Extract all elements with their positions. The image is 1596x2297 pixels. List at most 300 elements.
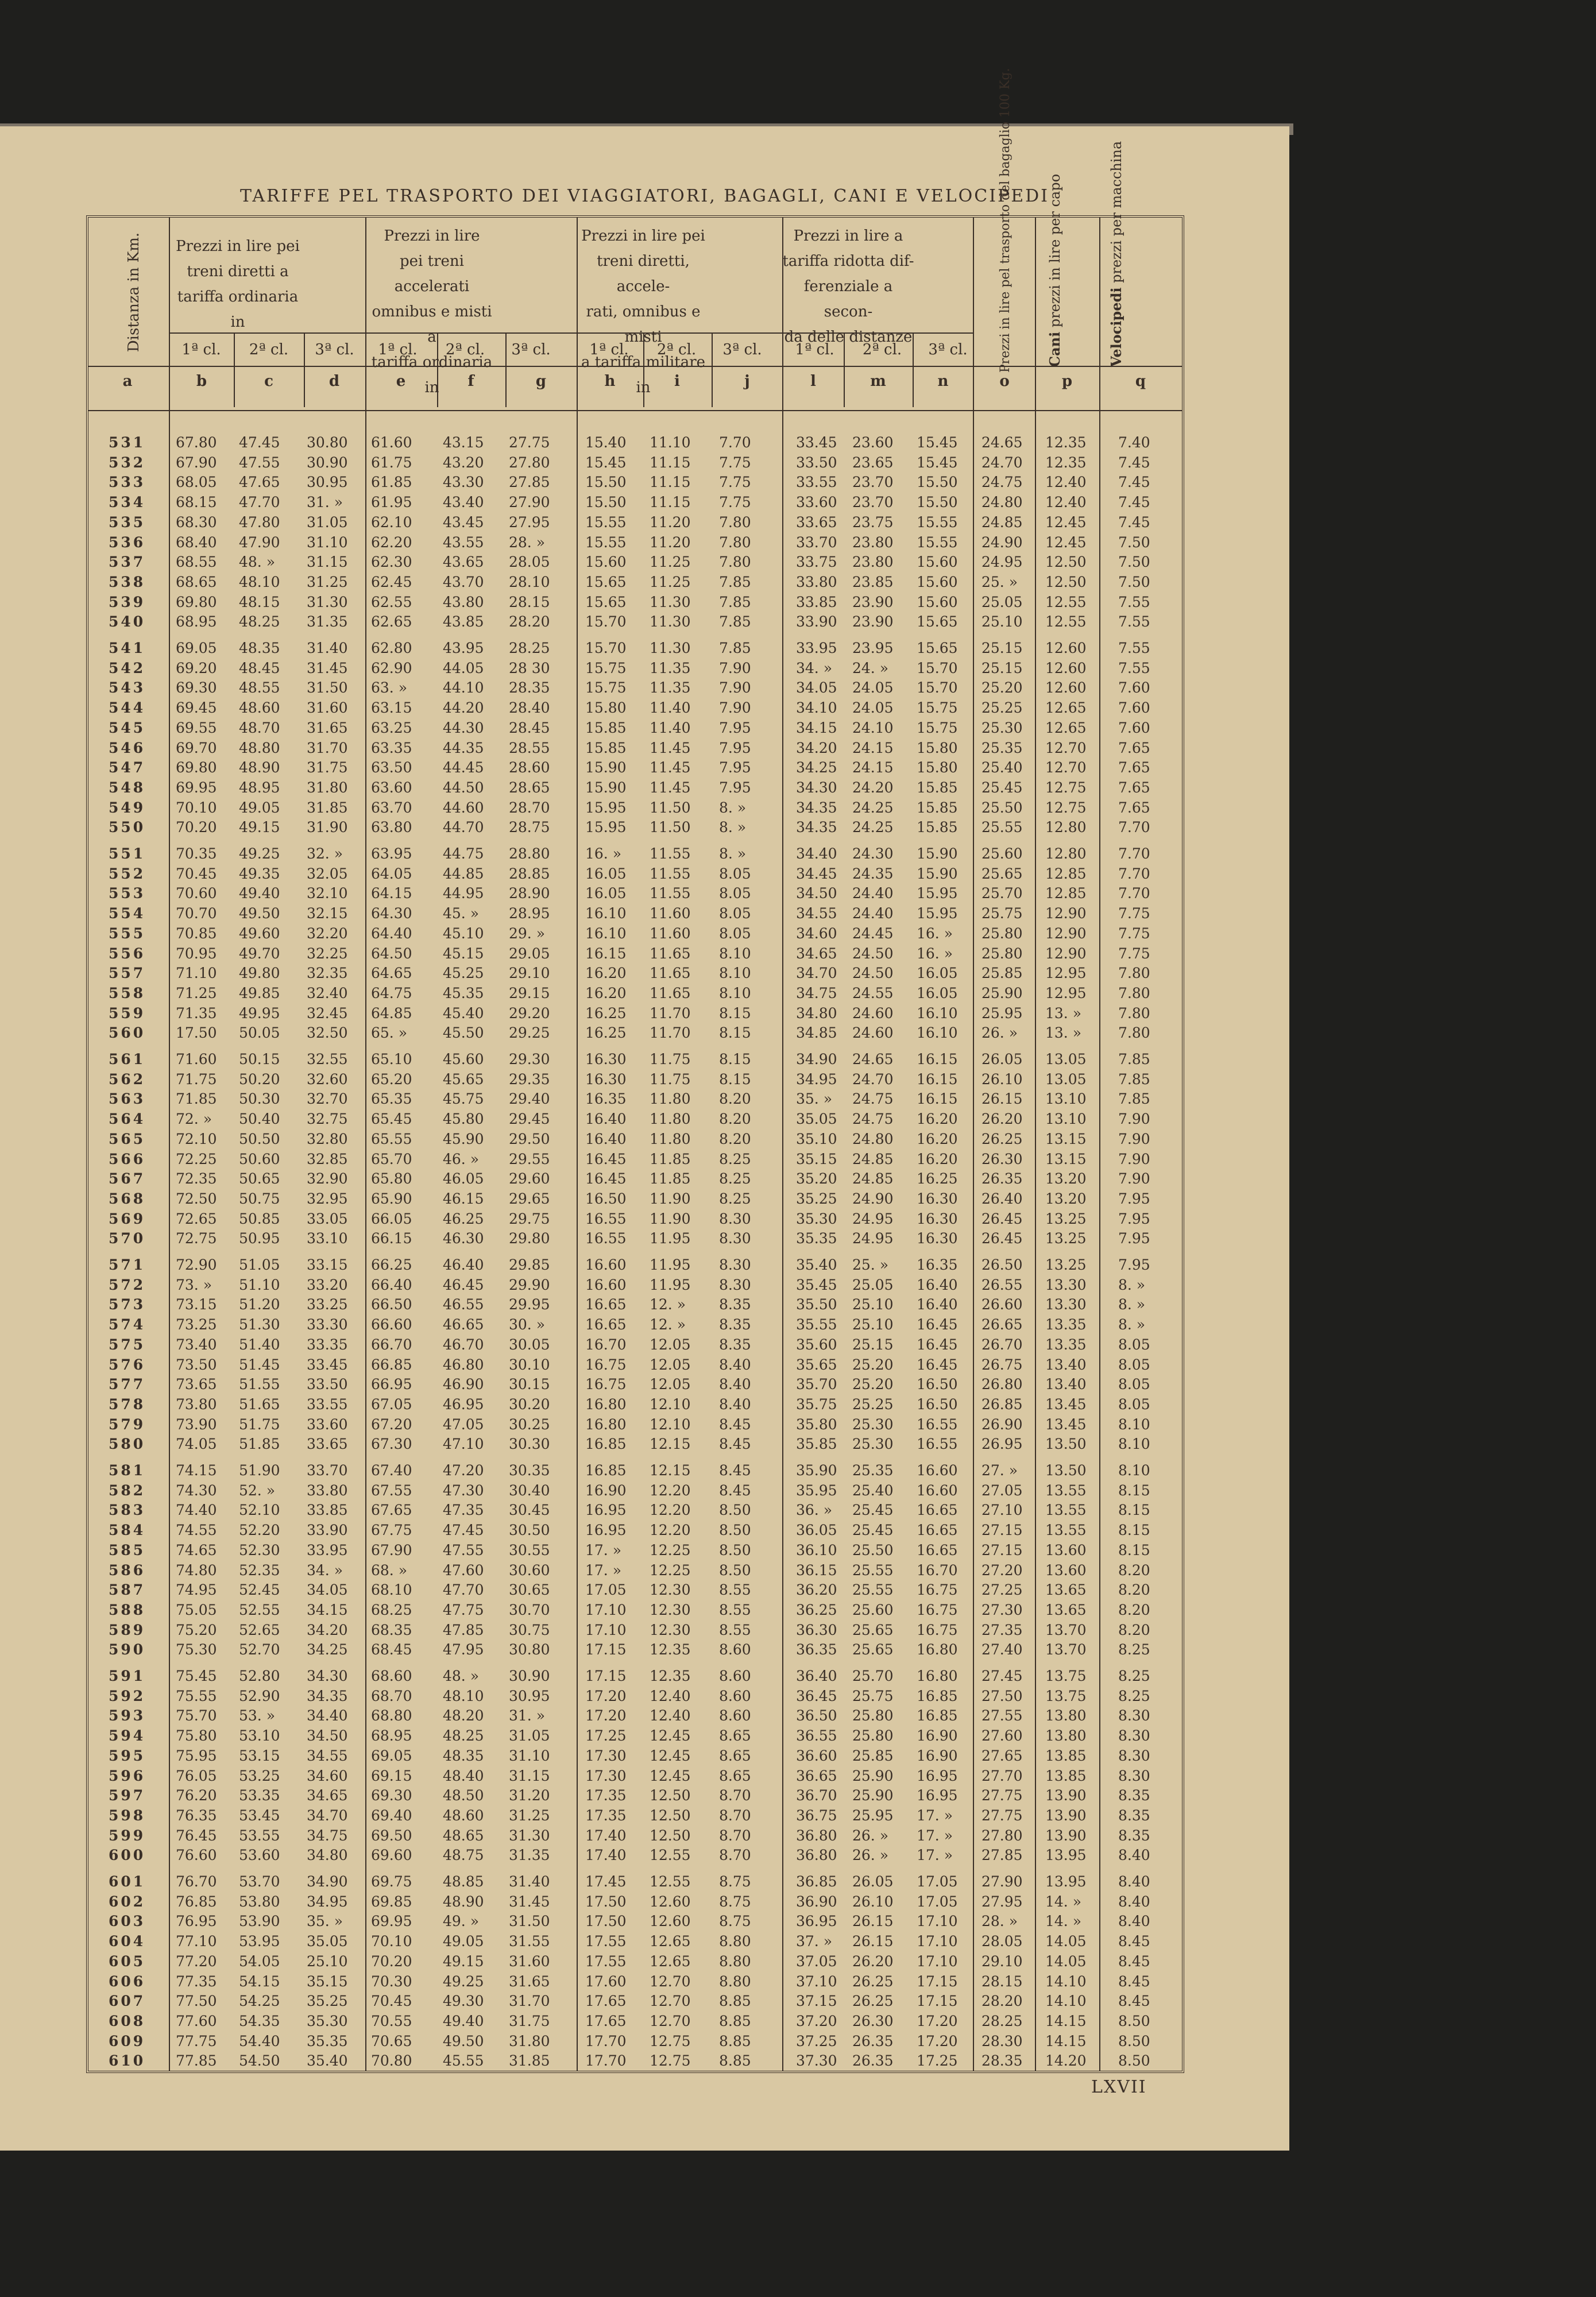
price-cell: 17.10 [917,1933,958,1950]
price-cell: 48.25 [443,1727,484,1745]
price-cell: 11.30 [650,613,691,631]
price-cell: 25.65 [852,1641,894,1658]
price-cell: 52.45 [239,1581,280,1599]
price-cell: 26.75 [981,1356,1023,1373]
price-cell: 51.65 [239,1395,280,1413]
price-cell: 16.20 [585,965,627,982]
price-cell: 28.70 [509,799,550,816]
price-cell: 62.30 [371,554,412,571]
class-label: 2ª cl. [656,341,697,358]
price-cell: 32.40 [307,984,348,1001]
price-cell: 27.55 [981,1707,1023,1724]
distance-cell: 588 [109,1601,146,1618]
price-cell: 45.75 [443,1091,484,1108]
price-cell: 17.40 [585,1847,627,1864]
distance-cell: 549 [109,799,146,816]
price-cell: 15.50 [585,494,627,511]
price-cell: 26.65 [981,1316,1023,1333]
price-cell: 76.35 [176,1807,217,1824]
price-cell: 31.60 [307,699,348,717]
price-cell: 11.80 [650,1091,691,1108]
price-cell: 16.85 [917,1707,958,1724]
price-cell: 29.35 [509,1070,550,1088]
distance-cell: 601 [109,1873,146,1890]
price-cell: 25.75 [852,1687,894,1704]
price-cell: 25.30 [981,719,1023,736]
price-cell: 36.90 [796,1893,837,1910]
column-letter: l [810,373,816,390]
price-cell: 46.55 [443,1296,484,1313]
table-row [88,433,1182,453]
price-cell: 31.50 [307,679,348,697]
price-cell: 70.10 [371,1933,412,1950]
price-cell: 33.60 [307,1416,348,1433]
price-cell: 48.10 [443,1687,484,1704]
price-cell: 12.05 [650,1336,691,1353]
price-cell: 29.10 [981,1952,1023,1970]
price-cell: 7.75 [1118,905,1150,922]
price-cell: 12.40 [650,1687,691,1704]
price-cell: 14.05 [1045,1933,1087,1950]
table-row [88,798,1182,818]
price-cell: 16.65 [585,1296,627,1313]
price-cell: 27.90 [509,494,550,511]
price-cell: 35.50 [796,1296,837,1313]
price-cell: 73.25 [176,1316,217,1333]
distance-cell: 607 [109,1993,146,2010]
price-cell: 15.95 [585,819,627,836]
price-cell: 27.25 [981,1581,1023,1599]
price-cell: 7.85 [719,640,751,656]
price-cell: 48.35 [239,640,280,656]
price-cell: 11.85 [650,1170,691,1188]
price-cell: 28.15 [981,1973,1023,1990]
price-cell: 8.40 [719,1395,751,1413]
table-row [88,1209,1182,1229]
price-cell: 16.50 [917,1395,958,1413]
price-cell: 25.50 [852,1541,894,1559]
price-cell: 8.15 [1118,1522,1150,1539]
table-row [88,1600,1182,1620]
price-cell: 47.70 [239,494,280,511]
distance-cell: 595 [109,1747,146,1764]
price-cell: 31.45 [509,1893,550,1910]
price-cell: 62.90 [371,659,412,676]
price-cell: 68.60 [371,1668,412,1684]
price-cell: 8.40 [719,1376,751,1393]
price-cell: 11.15 [650,474,691,491]
price-cell: 12.70 [1045,739,1087,756]
table-row [88,2012,1182,2031]
price-cell: 8.30 [1118,1747,1150,1764]
header-line: pei treni accelerati [394,253,470,295]
price-cell: 37.10 [796,1973,837,1990]
distance-cell: 593 [109,1707,146,1724]
price-cell: 43.45 [443,513,484,531]
price-cell: 24.35 [852,865,894,882]
distance-cell: 583 [109,1502,146,1519]
price-cell: 49.85 [239,984,280,1001]
price-cell: 68.95 [176,613,217,631]
price-cell: 31.05 [307,513,348,531]
price-cell: 51.40 [239,1336,280,1353]
price-cell: 31.45 [307,659,348,676]
price-cell: 15.75 [585,679,627,697]
price-cell: 29.45 [509,1111,550,1128]
price-cell: 31.60 [509,1952,550,1970]
price-cell: 15.70 [585,640,627,656]
price-cell: 34.95 [796,1070,837,1088]
price-cell: 72.50 [176,1190,217,1207]
class-label: 2ª cl. [445,341,485,358]
price-cell: 13.10 [1045,1091,1087,1108]
price-cell: 26.30 [981,1150,1023,1167]
class-label: 3ª cl. [315,341,354,358]
price-cell: 13.20 [1045,1190,1087,1207]
table-row [88,473,1182,492]
price-cell: 15.95 [917,905,958,922]
price-cell: 68.65 [176,573,217,590]
price-cell: 65.55 [371,1130,412,1147]
price-cell: 8.35 [719,1316,751,1333]
price-cell: 31.10 [307,533,348,551]
distance-cell: 597 [109,1787,146,1804]
price-cell: 65.70 [371,1150,412,1167]
price-cell: 35.25 [307,1993,348,2010]
price-cell: 25.20 [981,679,1023,697]
price-cell: 77.60 [176,2012,217,2029]
price-cell: 25.25 [981,699,1023,717]
table-row [88,844,1182,864]
price-cell: 49.35 [239,865,280,882]
price-cell: 45.10 [443,925,484,942]
price-cell: 63.25 [371,719,412,736]
price-cell: 11.20 [650,513,691,531]
price-cell: 12.60 [1045,640,1087,656]
price-cell: 8.35 [1118,1787,1150,1804]
price-cell: 75.05 [176,1601,217,1618]
table-row [88,904,1182,923]
price-cell: 8.05 [719,925,751,942]
price-cell: 11.75 [650,1051,691,1068]
price-cell: 49.70 [239,945,280,962]
table-row [88,639,1182,658]
price-cell: 70.20 [176,819,217,836]
price-cell: 31.75 [307,759,348,776]
price-cell: 12. » [650,1316,686,1333]
price-cell: 17.30 [585,1767,627,1784]
table-row [88,1726,1182,1746]
price-cell: 44.20 [443,699,484,717]
price-cell: 35.30 [796,1210,837,1227]
price-cell: 46.65 [443,1316,484,1333]
column-letter: e [396,373,406,390]
price-cell: 11.45 [650,779,691,796]
header-rule [169,332,973,334]
price-cell: 8.15 [719,1051,751,1068]
price-cell: 70.80 [371,2052,412,2070]
price-cell: 76.95 [176,1913,217,1930]
price-cell: 30.60 [509,1561,550,1579]
price-cell: 8.80 [719,1952,751,1970]
price-cell: 8.35 [1118,1807,1150,1824]
price-cell: 27.85 [509,474,550,491]
price-cell: 75.55 [176,1687,217,1704]
price-cell: 16.20 [917,1111,958,1128]
price-cell: 17.05 [917,1893,958,1910]
price-cell: 11.40 [650,699,691,717]
price-cell: 13.25 [1045,1210,1087,1227]
price-cell: 12.20 [650,1522,691,1539]
price-cell: 69.15 [371,1767,412,1784]
price-cell: 25.65 [981,865,1023,882]
price-cell: 34.35 [796,799,837,816]
price-cell: 12.60 [650,1893,691,1910]
price-cell: 72.75 [176,1230,217,1247]
table-row [88,1666,1182,1686]
price-cell: 25.15 [981,640,1023,656]
price-cell: 7.80 [1118,1024,1150,1042]
price-cell: 70.30 [371,1973,412,1990]
price-cell: 16.65 [917,1502,958,1519]
price-cell: 11.80 [650,1111,691,1128]
price-cell: 31.10 [509,1747,550,1764]
price-cell: 27.50 [981,1687,1023,1704]
price-cell: 13.65 [1045,1601,1087,1618]
price-cell: 31.85 [509,2052,550,2070]
distance-cell: 545 [109,719,146,736]
price-cell: 7.80 [719,513,751,531]
distance-cell: 547 [109,759,146,776]
price-cell: 32.50 [307,1024,348,1042]
price-cell: 76.85 [176,1893,217,1910]
price-cell: 29.75 [509,1210,550,1227]
price-cell: 12.55 [650,1873,691,1890]
price-cell: 8.25 [1118,1687,1150,1704]
price-cell: 44.50 [443,779,484,796]
price-cell: 29.05 [509,945,550,962]
price-cell: 8.20 [719,1091,751,1108]
velocipedi-title: Velocipedi [1108,287,1124,367]
price-cell: 44.10 [443,679,484,697]
price-cell: 7.75 [1118,925,1150,942]
price-cell: 48.25 [239,613,280,631]
price-cell: 12.10 [650,1395,691,1413]
price-cell: 34.40 [307,1707,348,1724]
price-cell: 62.80 [371,640,412,656]
price-cell: 15.90 [585,779,627,796]
price-cell: 14.10 [1045,1973,1087,1990]
price-cell: 17.35 [585,1807,627,1824]
price-cell: 67.20 [371,1416,412,1433]
price-cell: 34.05 [307,1581,348,1599]
price-cell: 46.15 [443,1190,484,1207]
price-cell: 16.20 [585,984,627,1001]
price-cell: 47.65 [239,474,280,491]
price-cell: 52.70 [239,1641,280,1658]
price-cell: 13.35 [1045,1336,1087,1353]
price-cell: 27.45 [981,1668,1023,1684]
price-cell: 70.95 [176,945,217,962]
price-cell: 64.30 [371,905,412,922]
price-cell: 36.70 [796,1787,837,1804]
price-cell: 64.40 [371,925,412,942]
cani-title: Cani [1046,331,1063,367]
price-cell: 11.55 [650,865,691,882]
price-cell: 8.45 [719,1462,751,1479]
price-cell: 7.70 [1118,819,1150,836]
price-cell: 32.20 [307,925,348,942]
distance-cell: 552 [109,865,146,882]
price-cell: 28.05 [981,1933,1023,1950]
price-cell: 8.50 [719,1541,751,1559]
price-cell: 66.05 [371,1210,412,1227]
price-cell: 37.20 [796,2012,837,2029]
price-cell: 8.55 [719,1621,751,1638]
distance-cell: 559 [109,1004,146,1022]
price-cell: 32.25 [307,945,348,962]
price-cell: 8.70 [719,1807,751,1824]
price-cell: 15.75 [585,659,627,676]
price-cell: 31. » [509,1707,546,1724]
price-cell: 7.55 [1118,640,1150,656]
distance-cell: 577 [109,1376,146,1393]
price-cell: 43.70 [443,573,484,590]
price-cell: 16.45 [917,1356,958,1373]
price-cell: 7.45 [1118,494,1150,511]
price-cell: 46.40 [443,1256,484,1273]
price-cell: 11.80 [650,1130,691,1147]
header-line: tariffa ridotta dif- [782,253,914,270]
price-cell: 16.30 [917,1230,958,1247]
price-cell: 61.75 [371,454,412,471]
price-cell: 12.50 [1045,554,1087,571]
price-cell: 15.65 [917,613,958,631]
price-cell: 12.50 [650,1787,691,1804]
header-line: Prezzi in lire [384,227,480,245]
price-cell: 49.15 [443,1952,484,1970]
price-cell: 8.40 [1118,1847,1150,1864]
price-cell: 50.95 [239,1230,280,1247]
price-cell: 74.30 [176,1482,217,1499]
price-cell: 8.35 [719,1336,751,1353]
price-cell: 16.75 [917,1621,958,1638]
price-cell: 47.90 [239,533,280,551]
price-cell: 33.70 [796,533,837,551]
price-cell: 28.75 [509,819,550,836]
price-cell: 28.10 [509,573,550,590]
price-cell: 16.05 [585,885,627,902]
price-cell: 33.45 [796,434,837,451]
price-cell: 74.05 [176,1436,217,1453]
price-cell: 37.05 [796,1952,837,1970]
price-cell: 36.80 [796,1827,837,1844]
column-letter: i [674,373,680,390]
distance-cell: 574 [109,1316,146,1333]
price-cell: 64.50 [371,945,412,962]
price-cell: 8.10 [719,945,751,962]
price-cell: 11.25 [650,554,691,571]
distance-cell: 578 [109,1395,146,1413]
price-cell: 35.35 [796,1230,837,1247]
price-cell: 69.80 [176,759,217,776]
price-cell: 17.20 [917,2032,958,2049]
price-cell: 33.30 [307,1316,348,1333]
price-cell: 26.50 [981,1256,1023,1273]
price-cell: 50.30 [239,1091,280,1108]
price-cell: 16.45 [917,1316,958,1333]
table-row [88,924,1182,943]
price-cell: 8.65 [719,1727,751,1745]
price-cell: 35.15 [307,1973,348,1990]
table-row [88,818,1182,837]
price-cell: 7.90 [1118,1150,1150,1167]
price-cell: 16.35 [917,1256,958,1273]
price-cell: 28.95 [509,905,550,922]
price-cell: 34.90 [796,1051,837,1068]
price-cell: 16.20 [917,1130,958,1147]
price-cell: 13. » [1045,1024,1082,1042]
price-cell: 25.50 [981,799,1023,816]
price-cell: 11.55 [650,845,691,862]
price-cell: 12.50 [650,1807,691,1824]
price-cell: 54.50 [239,2052,280,2070]
price-cell: 25.55 [852,1561,894,1579]
table-row [88,1130,1182,1149]
table-row [88,1295,1182,1314]
price-cell: 8.30 [719,1230,751,1247]
table-row [88,1004,1182,1023]
price-cell: 35.80 [796,1416,837,1433]
price-cell: 32.90 [307,1170,348,1188]
price-cell: 13.70 [1045,1641,1087,1658]
price-cell: 17.50 [176,1024,217,1042]
price-cell: 49.50 [239,905,280,922]
price-cell: 16.80 [917,1668,958,1684]
header-distanza: Distanza in Km. [125,232,142,353]
price-cell: 26.05 [852,1873,894,1890]
price-cell: 25.60 [981,845,1023,862]
price-cell: 16.10 [585,925,627,942]
price-cell: 26.95 [981,1436,1023,1453]
header-velocipedi [1108,141,1125,367]
class-label: 3ª cl. [928,341,968,358]
price-cell: 30.50 [509,1522,550,1539]
price-cell: 17.05 [917,1873,958,1890]
price-cell: 69.30 [176,679,217,697]
price-cell: 52. » [239,1482,276,1499]
price-cell: 65.10 [371,1051,412,1068]
price-cell: 30.90 [307,454,348,471]
table-row [88,778,1182,798]
price-cell: 28. » [509,533,546,551]
price-cell: 62.55 [371,593,412,610]
price-cell: 7.80 [719,533,751,551]
price-cell: 35.60 [796,1336,837,1353]
price-cell: 15.65 [585,593,627,610]
price-cell: 30.30 [509,1436,550,1453]
price-cell: 13.80 [1045,1707,1087,1724]
price-cell: 50.15 [239,1051,280,1068]
table-row [88,1050,1182,1069]
price-cell: 7.80 [719,554,751,571]
distance-cell: 590 [109,1641,146,1658]
price-cell: 12.35 [650,1641,691,1658]
table-row [88,1806,1182,1826]
table-row [88,2032,1182,2051]
price-cell: 8.70 [719,1787,751,1804]
price-cell: 17.70 [585,2052,627,2070]
